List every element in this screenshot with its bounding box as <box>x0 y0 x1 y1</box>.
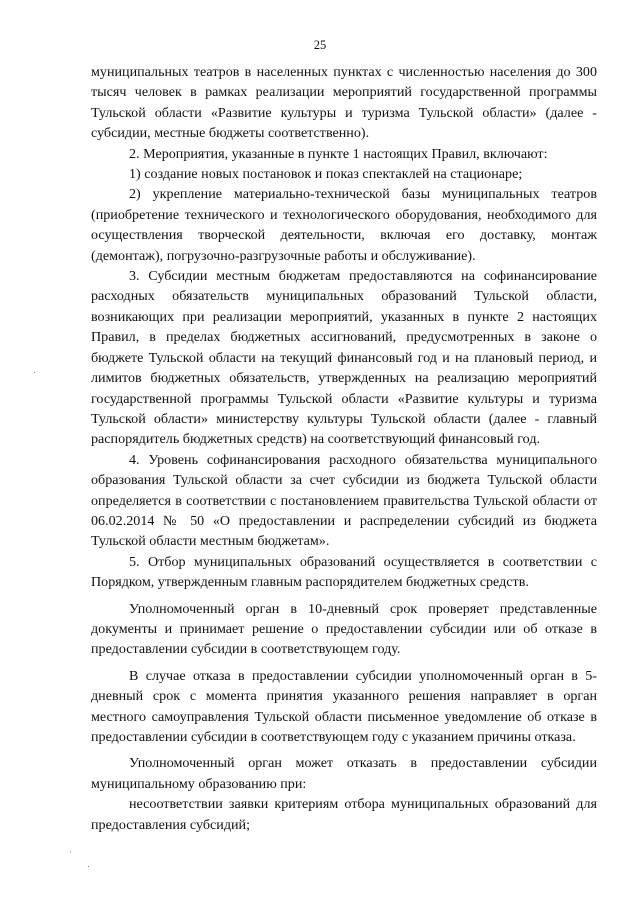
scan-speck <box>34 372 35 373</box>
paragraph-11: несоответствии заявки критериям отбора муниципальных образований для предоставления субсидий; <box>91 796 597 833</box>
paragraph-8: Уполномоченный орган в 10-дневный срок проверяет представленные документы и принимает решение о предоставлении субсидии или об отказе в предоставлении субсидии в соответствующем году. <box>91 600 597 658</box>
scan-speck <box>88 866 89 867</box>
paragraph-3: 1) создание новых постановок и показ спектаклей на стационаре; <box>129 166 523 183</box>
page-number: 25 <box>313 38 327 52</box>
scan-speck <box>70 851 71 852</box>
paragraph-9: В случае отказа в предоставлении субсидии уполномоченный орган в 5-дневный срок с момента принятия указанного решения направляет в орган местного самоуправления Тульской области письменное уведомление об отказе в предоставлении субсидии в соответствующем году с указанием причины отказа. <box>91 667 597 745</box>
paragraph-10: Уполномоченный орган может отказать в предоставлении субсидии муниципальному образованию при: <box>91 755 597 792</box>
paragraph-5: 3. Субсидии местным бюджетам предоставляются на софинансирование расходных обязательств муниципальных образований Тульской области, возникающих при реализации мероприятий, указанных в пункте 2 настоящих Правил, в пределах бюджетных ассигнований, предусмотренных в законе о бюджете Тульской области на текущий финансовый год и на плановый период, и лимитов бюджетных обязательств, утвержденных на реализацию мероприятий государственной программы Тульской области «Развитие культуры и туризма Тульской области» министерству культуры Тульской области (далее - главный распорядитель бюджетных средств) на соответствующий финансовый год. <box>91 268 597 448</box>
document-body <box>91 62 597 835</box>
paragraph-6: 4. Уровень софинансирования расходного обязательства муниципального образования Тульской области за счет субсидии из бюджета Тульской области определяется в соответствии с постановлением правительства Тульской области от 06.02.2014 № 50 «О предоставлении и распределении субсидий из бюджета Тульской области местным бюджетам». <box>91 451 597 550</box>
paragraph-7: 5. Отбор муниципальных образований осуществляется в соответствии с Порядком, утвержденным главным распорядителем бюджетных средств. <box>91 553 597 591</box>
paragraph-1: муниципальных театров в населенных пунктах с численностью населения до 300 тысяч человек в рамках реализации мероприятий государственной программы Тульской области «Развитие культуры и туризма Тульской области» (далее - субсидии, местные бюджеты соответственно). <box>91 64 597 142</box>
paragraph-2: 2. Мероприятия, указанные в пункте 1 настоящих Правил, включают: <box>129 145 548 162</box>
paragraph-4: 2) укрепление материально-технической базы муниципальных театров (приобретение технического и технологического оборудования, необходимого для осуществления творческой деятельности, включая его доставку, монтаж (демонтаж), погрузочно-разгрузочные работы и обслуживание). <box>91 186 597 264</box>
